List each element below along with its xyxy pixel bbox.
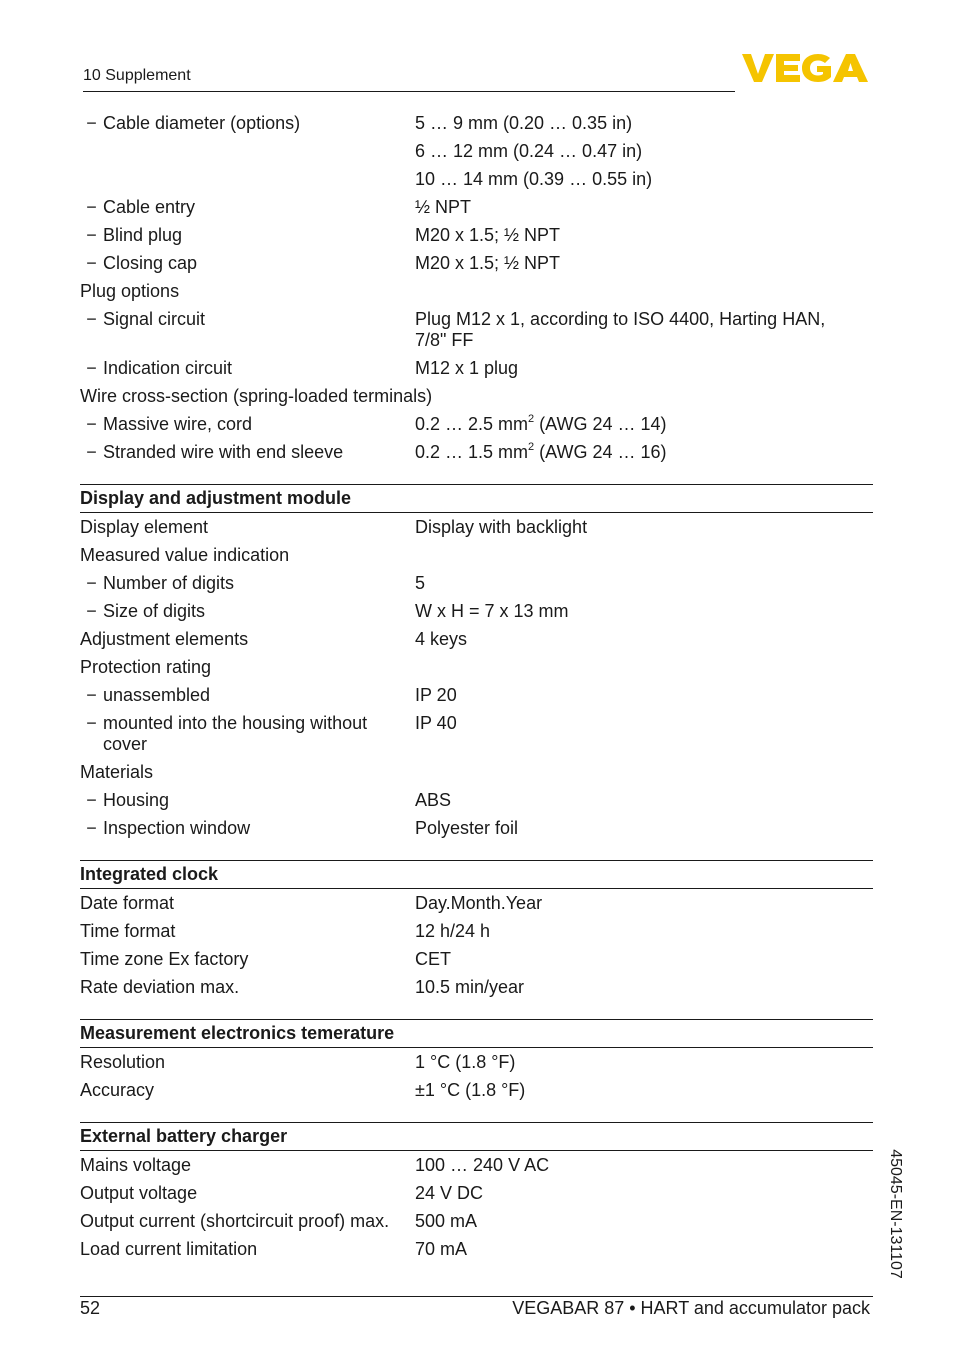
- spec-label: [80, 225, 415, 246]
- spec-value: [415, 1080, 873, 1101]
- spec-label: Plug options: [80, 281, 180, 301]
- spec-label-text: Number of digits: [103, 573, 235, 593]
- spec-row: [80, 542, 873, 570]
- spec-value: [415, 977, 873, 998]
- spec-row: [80, 570, 873, 598]
- spec-label-text: [103, 141, 415, 162]
- spec-row: [80, 1049, 873, 1077]
- spec-row: [80, 138, 873, 166]
- spec-row: [80, 1152, 873, 1180]
- spec-row: [80, 1180, 873, 1208]
- list-dash: [80, 169, 103, 190]
- spec-value-suffix: (AWG 24 … 16): [534, 442, 667, 462]
- list-dash: −: [86, 818, 97, 838]
- spec-row: [80, 710, 873, 759]
- spec-value: [415, 309, 873, 351]
- spec-label-text: Inspection window: [103, 818, 251, 838]
- intro-rows: [80, 110, 873, 467]
- spec-label: [80, 253, 415, 274]
- header-section-title: 10 Supplement: [83, 67, 191, 84]
- spec-row: [80, 1077, 873, 1105]
- spec-label: [80, 197, 415, 218]
- spec-label: Protection rating: [80, 657, 212, 677]
- spec-value: [415, 545, 873, 566]
- spec-row: [80, 1208, 873, 1236]
- spec-label-text: Closing cap: [103, 253, 198, 273]
- spec-label: Time zone Ex factory: [80, 949, 249, 969]
- spec-value: [415, 573, 873, 594]
- spec-label: Output current (shortcircuit proof) max.: [80, 1211, 390, 1231]
- spec-value-text: 70 mA: [415, 1239, 468, 1259]
- spec-label: [80, 818, 415, 839]
- spec-row: [80, 598, 873, 626]
- spec-value: [415, 1183, 873, 1204]
- spec-value: [415, 893, 873, 914]
- spec-label: [80, 601, 415, 622]
- list-dash: −: [86, 414, 97, 434]
- spec-value: [415, 1239, 873, 1260]
- page-number: 52: [80, 1298, 101, 1318]
- spec-label: [80, 169, 415, 190]
- spec-value-text: IP 20: [415, 685, 457, 705]
- spec-content: [80, 110, 873, 1264]
- spec-value-text: ±1 °C (1.8 °F): [415, 1080, 526, 1100]
- list-dash: −: [86, 113, 97, 133]
- list-dash: −: [86, 309, 97, 329]
- spec-value-text: Day.Month.Year: [415, 893, 543, 913]
- section-heading: Display and adjustment module: [80, 484, 873, 513]
- spec-row: [80, 306, 873, 355]
- document-title: VEGABAR 87 • HART and accumulator pack: [512, 1298, 870, 1318]
- section-rows: [80, 889, 873, 1002]
- spec-value: [415, 197, 873, 218]
- spec-label-text: mounted into the housing without cover: [103, 713, 368, 754]
- spec-label: [80, 141, 415, 162]
- list-dash: −: [86, 358, 97, 378]
- vega-logo: [742, 52, 872, 84]
- spec-row: [80, 974, 873, 1002]
- spec-value: [415, 601, 873, 622]
- spec-value-text: 24 V DC: [415, 1183, 484, 1203]
- spec-row: [80, 626, 873, 654]
- spec-label-text: Size of digits: [103, 601, 206, 621]
- superscript: 2: [528, 413, 535, 425]
- section-heading: Integrated clock: [80, 860, 873, 889]
- spec-value: [415, 1052, 873, 1073]
- spec-label: Date format: [80, 893, 175, 913]
- spec-row: [80, 918, 873, 946]
- spec-label-text: Stranded wire with end sleeve: [103, 442, 344, 462]
- spec-label: Measured value indication: [80, 545, 290, 565]
- list-dash: −: [86, 790, 97, 810]
- spec-value: [415, 921, 873, 942]
- spec-value-text: 6 … 12 mm (0.24 … 0.47 in): [415, 141, 643, 161]
- spec-value-text: 10.5 min/year: [415, 977, 525, 997]
- spec-label: Resolution: [80, 1052, 166, 1072]
- spec-value-text: 0.2 … 1.5 mm: [415, 442, 529, 462]
- spec-value: [415, 517, 873, 538]
- spec-row: [80, 222, 873, 250]
- list-dash: −: [86, 601, 97, 621]
- list-dash: −: [86, 573, 97, 593]
- section-rows: [80, 1048, 873, 1105]
- spec-value-text: 5: [415, 573, 426, 593]
- spec-value: [415, 629, 873, 650]
- spec-value: [415, 818, 873, 839]
- spec-row: [80, 1236, 873, 1264]
- spec-row: [80, 815, 873, 843]
- spec-label: Display element: [80, 517, 209, 537]
- spec-value-text: 0.2 … 2.5 mm: [415, 414, 529, 434]
- spec-value-text: 5 … 9 mm (0.20 … 0.35 in): [415, 113, 633, 133]
- spec-value-text: M12 x 1 plug: [415, 358, 519, 378]
- spec-label-text: Signal circuit: [103, 309, 206, 329]
- footer-rule: [80, 1296, 873, 1297]
- spec-label-text: Blind plug: [103, 225, 183, 245]
- spec-value: [415, 358, 873, 379]
- spec-row: [80, 383, 873, 411]
- spec-value: [415, 1211, 873, 1232]
- spec-row: [80, 110, 873, 138]
- spec-label: Mains voltage: [80, 1155, 192, 1175]
- spec-label: [80, 113, 415, 134]
- spec-value-text: ABS: [415, 790, 452, 810]
- spec-label: Adjustment elements: [80, 629, 249, 649]
- spec-row: [80, 787, 873, 815]
- spec-value-text: 1 °C (1.8 °F): [415, 1052, 516, 1072]
- spec-value: [415, 1155, 873, 1176]
- spec-label: [80, 309, 415, 351]
- spec-value: [415, 225, 873, 246]
- spec-value-text: 10 … 14 mm (0.39 … 0.55 in): [415, 169, 653, 189]
- spec-value-text: Display with backlight: [415, 517, 588, 537]
- spec-label-text: Massive wire, cord: [103, 414, 253, 434]
- spec-value: [415, 790, 873, 811]
- spec-label-text: Cable diameter (options): [103, 113, 301, 133]
- spec-value-text: 4 keys: [415, 629, 468, 649]
- spec-row: [80, 439, 873, 467]
- document-code: 45045-EN-131107: [887, 1149, 904, 1279]
- spec-row: [80, 166, 873, 194]
- spec-value: [415, 442, 873, 463]
- spec-value-text: IP 40: [415, 713, 457, 733]
- spec-row: [80, 682, 873, 710]
- spec-value-text: Polyester foil: [415, 818, 519, 838]
- spec-label: Load current limitation: [80, 1239, 258, 1259]
- superscript: 2: [528, 441, 535, 453]
- spec-value-text: Plug M12 x 1, according to ISO 4400, Harting HAN, 7/8" FF: [415, 309, 826, 350]
- spec-value-text: 100 … 240 V AC: [415, 1155, 550, 1175]
- spec-label-text: unassembled: [103, 685, 211, 705]
- spec-value: [415, 657, 873, 678]
- list-dash: −: [86, 442, 97, 462]
- spec-label-text: Indication circuit: [103, 358, 233, 378]
- section-heading: External battery charger: [80, 1122, 873, 1151]
- spec-row: [80, 890, 873, 918]
- spec-value: [415, 762, 873, 783]
- spec-label-text: [103, 169, 415, 190]
- spec-label: Accuracy: [80, 1080, 155, 1100]
- spec-row: [80, 514, 873, 542]
- spec-value-suffix: (AWG 24 … 14): [534, 414, 667, 434]
- spec-row: [80, 278, 873, 306]
- spec-value: [415, 685, 873, 706]
- spec-row: [80, 355, 873, 383]
- spec-label: [80, 790, 415, 811]
- spec-label: [80, 358, 415, 379]
- spec-label: [80, 414, 415, 435]
- spec-label: [80, 685, 415, 706]
- spec-row: [80, 250, 873, 278]
- spec-value-text: CET: [415, 949, 451, 969]
- spec-value-text: M20 x 1.5; ½ NPT: [415, 253, 561, 273]
- list-dash: −: [86, 253, 97, 273]
- section-heading: Measurement electronics temerature: [80, 1019, 873, 1048]
- spec-label: [80, 442, 415, 463]
- spec-row: [80, 946, 873, 974]
- spec-value-text: 500 mA: [415, 1211, 478, 1231]
- spec-row: [80, 194, 873, 222]
- spec-value: [415, 281, 873, 302]
- spec-value: [415, 141, 873, 162]
- list-dash: [80, 141, 103, 162]
- list-dash: −: [86, 225, 97, 245]
- list-dash: −: [86, 685, 97, 705]
- spec-label: Output voltage: [80, 1183, 198, 1203]
- spec-value-text: M20 x 1.5; ½ NPT: [415, 225, 561, 245]
- spec-row: [80, 654, 873, 682]
- spec-label: [80, 573, 415, 594]
- spec-label: Wire cross-section (spring-loaded terminals): [80, 386, 433, 406]
- spec-label: Time format: [80, 921, 176, 941]
- spec-value-text: ½ NPT: [415, 197, 472, 217]
- section-rows: [80, 1151, 873, 1264]
- spec-value: [415, 713, 873, 755]
- spec-value: [415, 414, 873, 435]
- list-dash: −: [86, 713, 97, 733]
- header-rule: [83, 91, 735, 92]
- spec-sections: [80, 484, 873, 1264]
- spec-value: [415, 113, 873, 134]
- spec-label-text: Housing: [103, 790, 170, 810]
- section-rows: [80, 513, 873, 843]
- spec-row: [80, 411, 873, 439]
- spec-value: [415, 253, 873, 274]
- spec-value: [415, 949, 873, 970]
- spec-value: [415, 169, 873, 190]
- list-dash: −: [86, 197, 97, 217]
- spec-value-text: 12 h/24 h: [415, 921, 491, 941]
- spec-label: Materials: [80, 762, 154, 782]
- spec-row: [80, 759, 873, 787]
- spec-label: [80, 713, 415, 755]
- spec-value-text: W x H = 7 x 13 mm: [415, 601, 569, 621]
- spec-label-text: Cable entry: [103, 197, 196, 217]
- spec-label: Rate deviation max.: [80, 977, 240, 997]
